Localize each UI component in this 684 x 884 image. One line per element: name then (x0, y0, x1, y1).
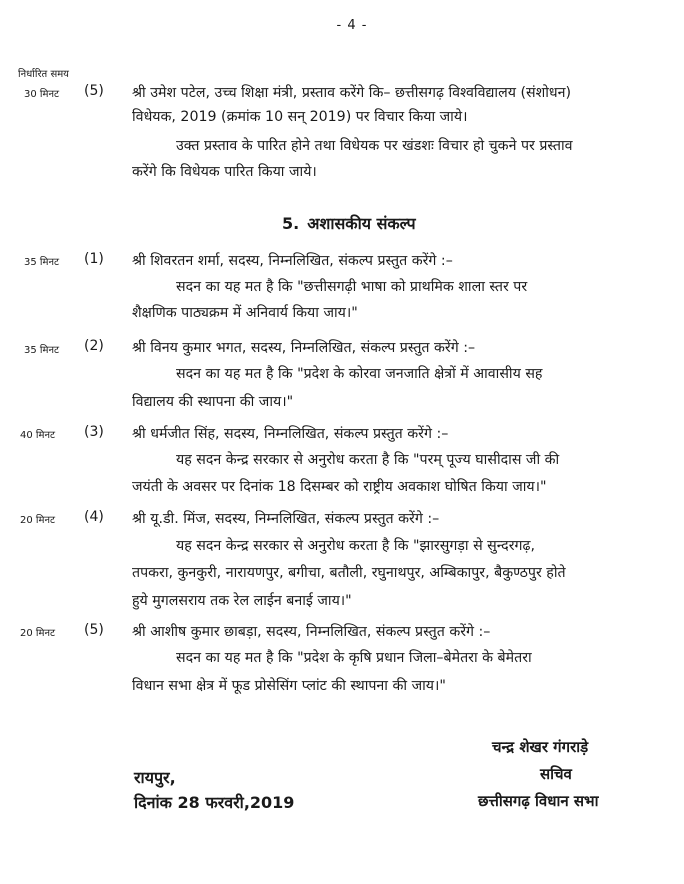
item-time: 35 मिनट (24, 257, 60, 268)
text-line: तपकरा, कुनकुरी, नारायणपुर, बगीचा, बतौली, रघुनाथपुर, अम्बिकापुर, बैकुण्ठपुर होते (132, 565, 566, 581)
text-line: सदन का यह मत है कि "प्रदेश के कोरवा जनजाति क्षेत्रों में आवासीय सह (176, 366, 543, 382)
signatory-name: चन्द्र शेखर गंगराड़े (492, 738, 589, 756)
mover-line: श्री यू.डी. मिंज, सदस्य, निम्नलिखित, संकल्प प्रस्तुत करेंगे :– (132, 511, 440, 527)
text-line: करेंगे कि विधेयक पारित किया जाये। (132, 164, 317, 180)
page-number: - 4 - (336, 18, 368, 33)
text-line: विधेयक, 2019 (क्रमांक 10 सन् 2019) पर विचार किया जाये। (132, 109, 468, 125)
item-number: (2) (84, 338, 104, 354)
mover-line: श्री धर्मजीत सिंह, सदस्य, निम्नलिखित, संकल्प प्रस्तुत करेंगे :– (132, 426, 449, 442)
text-line: श्री उमेश पटेल, उच्च शिक्षा मंत्री, प्रस्ताव करेंगे कि– छत्तीसगढ़ विश्वविद्यालय (संशोधन) (132, 85, 572, 101)
item-number: (5) (84, 83, 104, 99)
text-line: शैक्षणिक पाठ्यक्रम में अनिवार्य किया जाय।" (132, 305, 358, 321)
signatory-office: छत्तीसगढ़ विधान सभा (478, 792, 599, 810)
text-line: यह सदन केन्द्र सरकार से अनुरोध करता है कि "झारसुगड़ा से सुन्दरगढ़, (176, 538, 535, 554)
scheduled-time-label: निर्धारित समय (18, 69, 69, 80)
item-number: (1) (84, 251, 104, 267)
item-number: (3) (84, 424, 104, 440)
item-time: 20 मिनट (20, 515, 56, 526)
text-line: जयंती के अवसर पर दिनांक 18 दिसम्बर को राष्ट्रीय अवकाश घोषित किया जाय।" (132, 479, 547, 495)
text-line: विधान सभा क्षेत्र में फूड प्रोसेसिंग प्लांट की स्थापना की जाय।" (132, 678, 446, 694)
item-time: 30 मिनट (24, 89, 60, 100)
section-heading (282, 212, 416, 234)
mover-line: श्री विनय कुमार भगत, सदस्य, निम्नलिखित, संकल्प प्रस्तुत करेंगे :– (132, 340, 476, 356)
text-line: हुये मुगलसराय तक रेल लाईन बनाई जाय।" (132, 593, 352, 609)
text-line: यह सदन केन्द्र सरकार से अनुरोध करता है कि "परम् पूज्य घासीदास जी की (176, 452, 560, 468)
signatory-designation: सचिव (540, 765, 572, 783)
section-title: अशासकीय संकल्प (307, 214, 416, 233)
date: दिनांक 28 फरवरी,2019 (134, 793, 295, 812)
item-time: 35 मिनट (24, 345, 60, 356)
text-line: सदन का यह मत है कि "प्रदेश के कृषि प्रधान जिला–बेमेतरा के बेमेतरा (176, 650, 532, 666)
place: रायपुर, (134, 768, 176, 787)
item-number: (5) (84, 622, 104, 638)
item-time: 40 मिनट (20, 430, 56, 441)
mover-line: श्री शिवरतन शर्मा, सदस्य, निम्नलिखित, संकल्प प्रस्तुत करेंगे :– (132, 253, 453, 269)
item-number: (4) (84, 509, 104, 525)
text-line: विद्यालय की स्थापना की जाय।" (132, 394, 294, 410)
section-number: 5. (282, 214, 300, 233)
item-time: 20 मिनट (20, 628, 56, 639)
mover-line: श्री आशीष कुमार छाबड़ा, सदस्य, निम्नलिखित, संकल्प प्रस्तुत करेंगे :– (132, 624, 491, 640)
text-line: सदन का यह मत है कि "छत्तीसगढ़ी भाषा को प्राथमिक शाला स्तर पर (176, 279, 528, 295)
text-line: उक्त प्रस्ताव के पारित होने तथा विधेयक पर खंडशः विचार हो चुकने पर प्रस्ताव (176, 138, 573, 154)
